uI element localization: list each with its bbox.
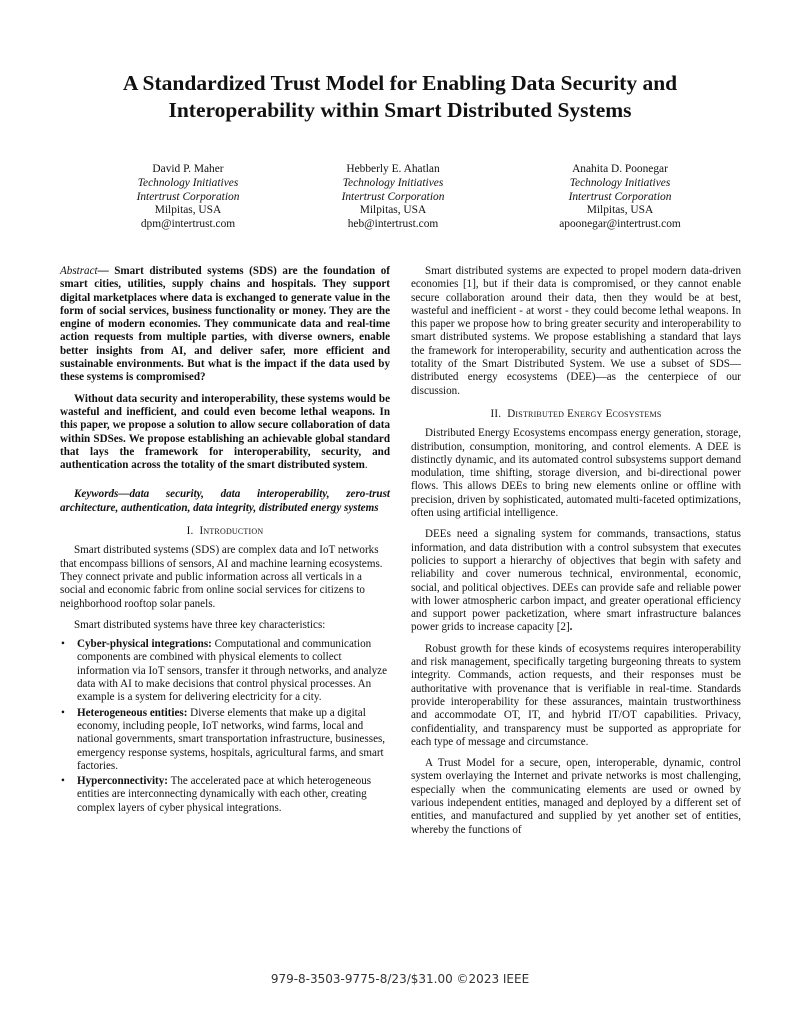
bullet-icon: • <box>61 638 65 651</box>
list-item-text: Computational and communication components are combined with physical elements to collect information via IoT sensors, transfer it through networks, and analyze data with AI to make decisions that control physical processes. An example is a system for delivering electricity for a city. <box>77 638 388 704</box>
author-dept: Technology Initiatives <box>137 176 239 189</box>
title-line-2: Interoperability within Smart Distributed Systems <box>168 98 632 122</box>
keywords-text: —data security, data interoperability, zero-trust architecture, authentication, data integrity, distributed energy systems <box>60 488 390 514</box>
body-paragraph-1: Smart distributed systems are expected to propel modern data-driven economies [1], but if their data is compromised, or they cannot enable secure collaboration around their data, then they would be at best, wasteful and inefficient - at worst - they could become lethal weapons. In this paper we propose how to bring greater security and interoperability to smart distributed systems. We propose establishing a standard that lays the framework for interoperability, security and authentication across the totality of the Smart Distributed System. We use a subset of SDS—distributed energy ecosystems (DEE)—as the centerpiece of our discussion. <box>411 265 741 397</box>
body-paragraph-3-text: DEEs need a signaling system for commands, transactions, status information, and data distribution with a control subsystem that executes policies to support a hierarchy of objectives that begin with safety and reliability and cover numerous technical, environmental, economic, social, and political objectives. DEEs can provide safe and reliable power with lower atmospheric carbon impact, and greater operational efficiency and support power packetization, where smart infrastructure balances power grids to increase capacity [2] <box>411 528 741 634</box>
body-paragraph-3-period: . <box>569 621 573 634</box>
author-email[interactable]: dpm@intertrust.com <box>140 218 236 231</box>
abstract-lead: Abstract <box>60 265 98 277</box>
list-item <box>60 638 390 704</box>
section-heading-2 <box>411 408 741 421</box>
list-item <box>60 775 390 815</box>
author-dept: Technology Initiatives <box>569 176 671 189</box>
author-email[interactable]: heb@intertrust.com <box>347 218 439 231</box>
abstract-text-1: Smart distributed systems (SDS) are the foundation of smart cities, utilities, supply chains and hospitals. They support digital marketplaces where data is exchanged to generate value in the form of social services, business functionality or money. They are the engine of modern economies. They communicate data and real-time action requests from multiple parties, with diverse owners, enable better insights from AI, and deliver safer, more efficient and sustainable environments. But what is the impact if the data used by these systems is compromised? <box>60 265 390 384</box>
body-paragraph-2: Distributed Energy Ecosystems encompass energy generation, storage, distribution, consumption, monitoring, and control elements. A DEE is distinctly dynamic, and its automated control subsystems support demand modulation, time shifting, storage diversion, and bi-directional power flows. This allows DEEs to bring new elements online or offline with precision, driven by sophisticated, automated multi-faceted optimizations, often using artificial intelligence. <box>411 427 741 520</box>
author-location: Milpitas, USA <box>154 204 222 217</box>
author-email[interactable]: apoonegar@intertrust.com <box>559 218 681 231</box>
abstract-text-2: Without data security and interoperability, these systems would be wasteful and inefficient, and could even become lethal weapons. In this paper, we propose a solution to allow secure collaboration of data within SDSes. We propose establishing an achievable global standard that lays the framework for interoperability, security, and authentication across the totality of the smart distributed system <box>60 392 390 472</box>
keywords <box>60 488 390 515</box>
abstract-paragraph-2 <box>60 393 390 473</box>
abstract-paragraph-1 <box>60 265 390 385</box>
section-title: Introduction <box>199 525 264 538</box>
list-item <box>60 707 390 773</box>
list-item-text: Diverse elements that make up a digital economy, including people, IoT networks, wind farms, local and national governments, smart transportation infrastructure, businesses, emergency response systems, hospitals, agricultural farms, and smart factories. <box>77 706 386 772</box>
author-location: Milpitas, USA <box>586 204 654 217</box>
author-location: Milpitas, USA <box>359 204 427 217</box>
list-item-head: Hyperconnectivity: <box>77 775 168 788</box>
section-heading-1 <box>60 525 390 538</box>
keywords-lead: Keywords <box>74 488 119 501</box>
section-number: I. <box>186 525 194 538</box>
author-block-2 <box>303 163 483 232</box>
characteristics-list <box>60 638 390 815</box>
author-org: Intertrust Corporation <box>341 190 445 203</box>
left-column <box>60 265 390 817</box>
title-line-1: A Standardized Trust Model for Enabling Data Security and <box>122 71 678 95</box>
body-paragraph-4: Robust growth for these kinds of ecosystems requires interoperability and risk management, specifically targeting burgeoning threats to system integrity. Commands, action requests, and their responses must be authoritative with provenance that is verifiable in real-time. Standards provide interoperability for these assurances, maintain trustworthiness and accommodate OT, IT, and hybrid IT/OT capabilities. Privacy, confidentiality, and transparency must be supported as appropriate for each type of message and circumstance. <box>411 642 741 748</box>
list-item-text: The accelerated pace at which heterogeneous entities are interconnecting dynamically with each other, creating complex layers of cyber physical integrations. <box>77 775 372 814</box>
right-column <box>411 265 741 837</box>
intro-paragraph-1: Smart distributed systems (SDS) are complex data and IoT networks that encompass billions of sensors, AI and machine learning ecosystems. They connect private and public information across all verticals in a social and economic fabric from online social services for citizens to neighborhood rooftop solar panels. <box>60 544 383 610</box>
author-name: Hebberly E. Ahatlan <box>346 163 440 175</box>
intro-paragraph-2: Smart distributed systems have three key characteristics: <box>74 618 326 631</box>
author-dept: Technology Initiatives <box>342 176 444 189</box>
author-name: Anahita D. Poonegar <box>572 163 668 175</box>
author-org: Intertrust Corporation <box>136 190 240 203</box>
bullet-icon: • <box>61 706 65 719</box>
section-title: Distributed Energy Ecosystems <box>507 407 662 420</box>
abstract-period: . <box>364 459 368 472</box>
author-org: Intertrust Corporation <box>568 190 672 203</box>
author-block-1 <box>98 163 278 232</box>
list-item-head: Cyber-physical integrations: <box>77 638 212 651</box>
copyright-footer: 979-8-3503-9775-8/23/$31.00 ©2023 IEEE <box>270 972 530 986</box>
paper-title <box>60 70 740 124</box>
section-number: II. <box>490 407 502 420</box>
list-item-head: Heterogeneous entities: <box>77 706 188 719</box>
abstract-dash: — <box>97 265 115 277</box>
body-paragraph-5: A Trust Model for a secure, open, interoperable, dynamic, control system overlaying the Internet and private networks is most challenging, especially when the communicating elements are used or owned by various independent entities, managed and deployed by a different set of entities, and manufactured and supplied by yet another set of entities, whereby the functions of <box>411 757 741 836</box>
author-name: David P. Maher <box>152 163 224 175</box>
author-block-3 <box>530 163 710 232</box>
body-paragraph-3 <box>411 528 741 634</box>
bullet-icon: • <box>61 775 65 788</box>
